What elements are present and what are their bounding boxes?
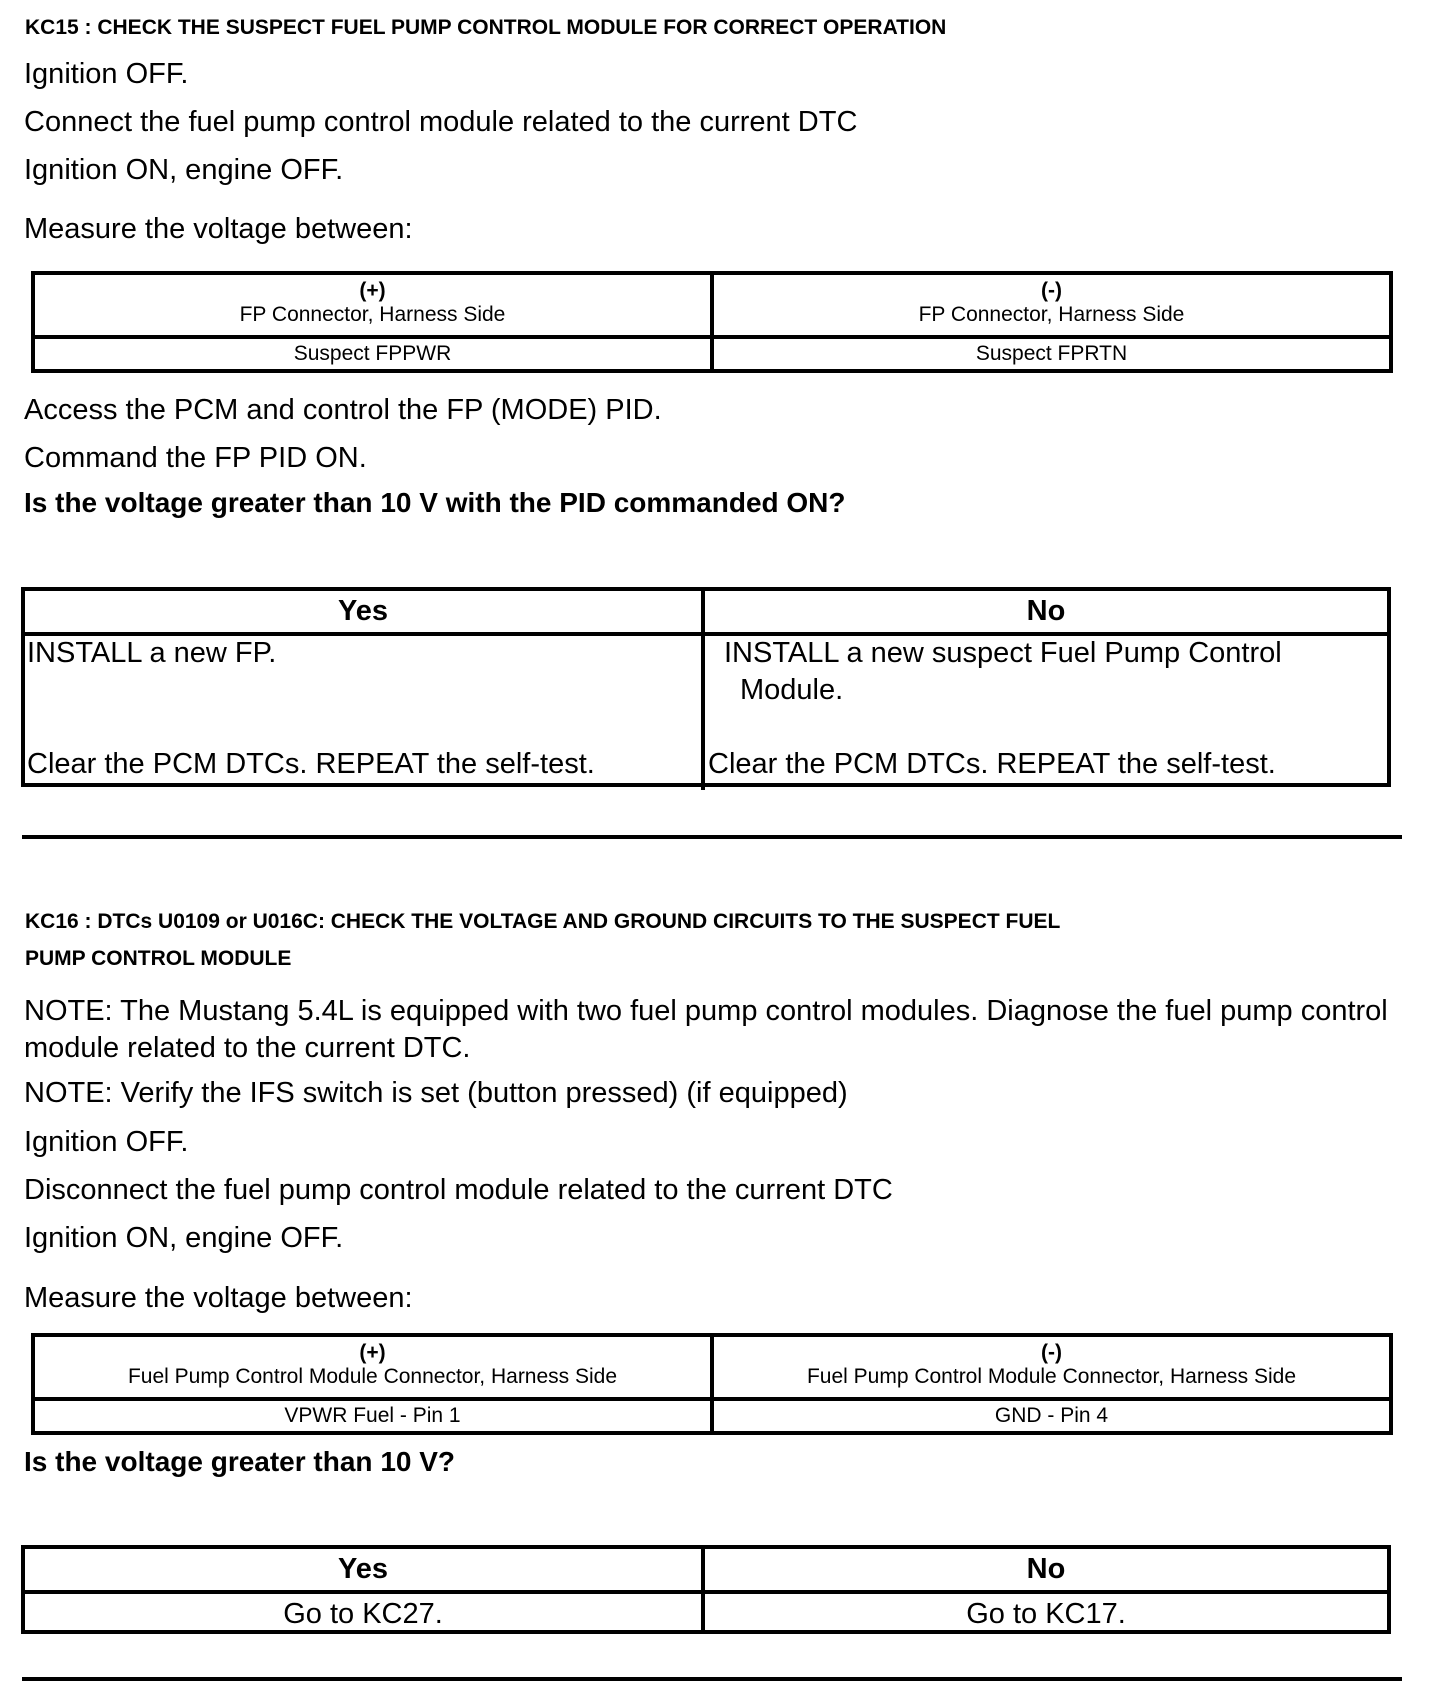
yes-action-install: INSTALL a new FP. <box>27 637 277 669</box>
negative-probe-header <box>714 275 1389 335</box>
yes-header: Yes <box>25 1549 705 1590</box>
section-divider <box>22 835 1402 839</box>
kc15-step-connect: Connect the fuel pump control module related to the current DTC <box>24 106 858 138</box>
negative-sign: (-) <box>1041 279 1062 302</box>
no-header: No <box>1026 1553 1066 1585</box>
kc15-measure-table <box>31 271 1393 373</box>
kc16-note-mustang: NOTE: The Mustang 5.4L is equipped with two fuel pump control modules. Diagnose the fuel pump control module related to the current DTC. <box>24 995 1388 1064</box>
kc16-step-ignition-on: Ignition ON, engine OFF. <box>24 1222 344 1254</box>
kc15-result-table <box>21 587 1391 787</box>
kc15-step-command-pid: Command the FP PID ON. <box>24 442 367 474</box>
no-action-module: Module. <box>740 674 844 706</box>
kc16-measure-table <box>31 1333 1393 1435</box>
result-table-body <box>25 1594 1387 1634</box>
kc16-step-disconnect: Disconnect the fuel pump control module related to the current DTC <box>24 1174 893 1206</box>
kc16-result-table <box>21 1545 1391 1634</box>
positive-circuit: Suspect FPPWR <box>35 339 714 369</box>
no-action-cell <box>705 636 1387 790</box>
kc16-heading-line2: PUMP CONTROL MODULE <box>25 947 292 970</box>
kc15-step-ignition-off: Ignition OFF. <box>24 58 189 90</box>
negative-circuit: GND - Pin 4 <box>994 1404 1109 1427</box>
no-action-install: INSTALL a new suspect Fuel Pump Control <box>724 637 1282 669</box>
kc15-step-measure: Measure the voltage between: <box>24 213 413 245</box>
negative-location: Fuel Pump Control Module Connector, Harness Side <box>806 1365 1297 1388</box>
kc15-heading: KC15 : CHECK THE SUSPECT FUEL PUMP CONTROL MODULE FOR CORRECT OPERATION <box>25 16 947 39</box>
kc16-note-ifs: NOTE: Verify the IFS switch is set (button pressed) (if equipped) <box>24 1077 848 1109</box>
positive-location: FP Connector, Harness Side <box>239 303 506 326</box>
kc16-heading-line1: KC16 : DTCs U0109 or U016C: CHECK THE VOLTAGE AND GROUND CIRCUITS TO THE SUSPECT FUEL <box>25 910 1061 933</box>
kc16-question: Is the voltage greater than 10 V? <box>24 1446 456 1477</box>
kc15-step-access-pcm: Access the PCM and control the FP (MODE) PID. <box>24 394 662 426</box>
negative-location: FP Connector, Harness Side <box>918 303 1185 326</box>
kc15-step-ignition-on: Ignition ON, engine OFF. <box>24 154 344 186</box>
no-action[interactable]: Go to KC17. <box>966 1598 1126 1630</box>
measure-table-header-row <box>35 1337 1389 1401</box>
no-header: No <box>1026 595 1066 627</box>
positive-circuit: VPWR Fuel - Pin 1 <box>35 1401 714 1431</box>
positive-probe-header <box>35 275 714 335</box>
positive-sign: (+) <box>359 1341 386 1364</box>
yes-header: Yes <box>25 591 705 632</box>
section-divider-bottom <box>22 1677 1402 1681</box>
kc15-question: Is the voltage greater than 10 V with the PID commanded ON? <box>24 487 846 518</box>
measure-table-circuit-row <box>35 1401 1389 1431</box>
kc16-step-ignition-off: Ignition OFF. <box>24 1126 189 1158</box>
yes-action[interactable]: Go to KC27. <box>25 1594 705 1634</box>
result-table-body <box>25 636 1387 790</box>
result-table-header <box>25 1549 1387 1594</box>
yes-action-cell <box>25 636 705 790</box>
measure-table-header-row <box>35 275 1389 339</box>
result-table-header <box>25 591 1387 636</box>
yes-action-clear: Clear the PCM DTCs. REPEAT the self-test. <box>27 748 595 780</box>
negative-circuit: Suspect FPRTN <box>975 342 1128 365</box>
positive-location: Fuel Pump Control Module Connector, Harness Side <box>127 1365 618 1388</box>
measure-table-circuit-row <box>35 339 1389 369</box>
positive-sign: (+) <box>359 279 386 302</box>
negative-sign: (-) <box>1041 1341 1062 1364</box>
no-action-clear: Clear the PCM DTCs. REPEAT the self-test. <box>708 748 1276 780</box>
kc16-step-measure: Measure the voltage between: <box>24 1282 413 1314</box>
positive-probe-header <box>35 1337 714 1397</box>
negative-probe-header <box>714 1337 1389 1397</box>
